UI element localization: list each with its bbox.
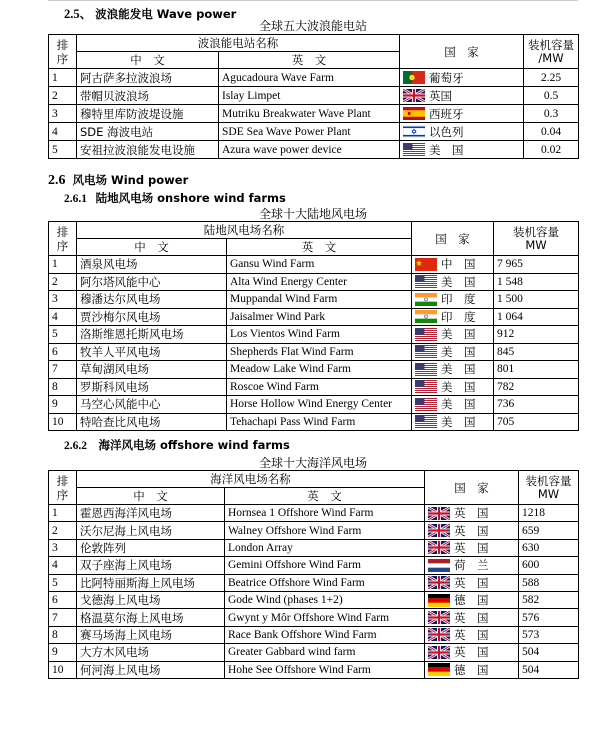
country-name: 德 国	[454, 593, 489, 608]
section-number: 2.5、	[64, 7, 93, 21]
name-en-cell: Greater Gabbard wind farm	[225, 644, 425, 661]
name-zh-cell: 马空心风能中心	[77, 396, 227, 414]
name-en-cell: Azura wave power device	[219, 141, 400, 159]
capacity-cell: 0.04	[524, 123, 579, 141]
table-row	[49, 378, 579, 396]
header-en: 英 文	[225, 488, 425, 505]
capacity-unit: MW	[537, 486, 560, 501]
country-name: 英国	[429, 88, 452, 103]
usa-flag-icon	[415, 380, 437, 393]
country-cell	[412, 378, 494, 396]
country-name: 中 国	[441, 257, 476, 272]
offshore-table-caption: 全球十大海洋风电场	[258, 456, 367, 470]
rank-cell: 4	[49, 308, 77, 326]
table-row	[49, 141, 579, 159]
table-row	[49, 557, 579, 574]
table-row	[49, 609, 579, 626]
table-row	[49, 522, 579, 539]
name-zh-cell: 格温莫尔海上风电场	[77, 609, 225, 626]
header-en: 英 文	[227, 239, 412, 256]
name-zh-cell: 穆潘达尔风电场	[77, 291, 227, 309]
name-en-cell: Horse Hollow Wind Energy Center	[227, 396, 412, 414]
capacity-cell: 2.25	[524, 69, 579, 87]
rank-cell: 10	[49, 413, 77, 431]
section-number: 2.6.2	[64, 440, 87, 452]
country-cell	[425, 609, 519, 626]
capacity-cell: 573	[519, 626, 579, 643]
rank-cell: 5	[49, 326, 77, 344]
rank-cell: 10	[49, 661, 77, 678]
country-cell	[400, 105, 524, 123]
name-zh-cell: SDE 海波电站	[77, 123, 219, 141]
header-name-group: 波浪能电站名称	[77, 35, 400, 52]
country-name: 英 国	[454, 610, 489, 625]
country-name: 印 度	[441, 292, 476, 307]
header-capacity	[494, 222, 579, 256]
country-cell	[425, 539, 519, 556]
country-name: 印 度	[441, 309, 476, 324]
rank-cell: 9	[49, 396, 77, 414]
capacity-cell: 1 064	[494, 308, 579, 326]
name-en-cell: Gode Wind (phases 1+2)	[225, 591, 425, 608]
uk-flag-icon	[428, 611, 450, 624]
table-row	[49, 87, 579, 105]
header-rank: 排 序	[49, 471, 77, 505]
capacity-cell: 912	[494, 326, 579, 344]
table-row	[49, 105, 579, 123]
country-name: 美 国	[441, 414, 476, 429]
name-en-cell: Tehachapi Pass Wind Farm	[227, 413, 412, 431]
country-cell	[412, 343, 494, 361]
country-cell	[425, 626, 519, 643]
name-zh-cell: 大方木风电场	[77, 644, 225, 661]
country-cell	[425, 557, 519, 574]
header-rank: 排 序	[49, 35, 77, 69]
name-zh-cell: 牧羊人平风电场	[77, 343, 227, 361]
china-flag-icon	[415, 258, 437, 271]
table-row	[49, 291, 579, 309]
country-cell	[425, 661, 519, 678]
india-flag-icon	[415, 310, 437, 323]
rank-cell: 3	[49, 539, 77, 556]
onshore-table-caption: 全球十大陆地风电场	[258, 207, 367, 221]
table-row	[49, 343, 579, 361]
capacity-cell: 504	[519, 661, 579, 678]
wave-table	[48, 34, 579, 159]
header-zh: 中 文	[77, 239, 227, 256]
wave-table-caption: 全球五大波浪能电站	[258, 19, 367, 33]
uk-flag-icon	[428, 628, 450, 641]
germany-flag-icon	[428, 594, 450, 607]
section-title: 海洋风电场 offshore wind farms	[98, 438, 290, 452]
country-name: 西班牙	[429, 106, 464, 121]
capacity-cell: 801	[494, 361, 579, 379]
name-en-cell: Islay Limpet	[219, 87, 400, 105]
rank-cell: 2	[49, 87, 77, 105]
capacity-cell: 736	[494, 396, 579, 414]
name-zh-cell: 比阿特丽斯海上风电场	[77, 574, 225, 591]
capacity-cell: 1 548	[494, 273, 579, 291]
country-cell	[412, 413, 494, 431]
country-cell	[412, 308, 494, 326]
name-en-cell: Mutriku Breakwater Wave Plant	[219, 105, 400, 123]
name-zh-cell: 安祖拉波浪能发电设施	[77, 141, 219, 159]
country-cell	[412, 256, 494, 274]
name-en-cell: Beatrice Offshore Wind Farm	[225, 574, 425, 591]
name-en-cell: Shepherds Flat Wind Farm	[227, 343, 412, 361]
table-row	[49, 661, 579, 678]
country-name: 以色列	[429, 124, 464, 139]
table-row	[49, 413, 579, 431]
name-zh-cell: 酒泉风电场	[77, 256, 227, 274]
table-row	[49, 308, 579, 326]
capacity-label: 装机容量	[525, 473, 572, 488]
header-name-group: 海洋风电场名称	[77, 471, 425, 488]
country-name: 葡萄牙	[429, 70, 464, 85]
country-name: 美 国	[441, 327, 476, 342]
header-zh: 中 文	[77, 488, 225, 505]
country-cell	[425, 505, 519, 522]
capacity-unit: MW	[525, 237, 547, 252]
country-cell	[400, 69, 524, 87]
country-name: 美 国	[441, 362, 476, 377]
usa-flag-icon	[415, 398, 437, 411]
rank-cell: 3	[49, 105, 77, 123]
rank-cell: 1	[49, 69, 77, 87]
capacity-cell: 630	[519, 539, 579, 556]
country-name: 英 国	[454, 575, 489, 590]
usa-flag-icon	[415, 275, 437, 288]
portugal-flag-icon	[403, 71, 425, 84]
name-en-cell: Los Vientos Wind Farm	[227, 326, 412, 344]
header-country: 国 家	[412, 222, 494, 256]
capacity-unit: /MW	[538, 50, 564, 65]
country-name: 英 国	[454, 506, 489, 521]
country-cell	[425, 644, 519, 661]
table-row	[49, 591, 579, 608]
capacity-label: 装机容量	[528, 37, 574, 52]
table-row	[49, 361, 579, 379]
header-capacity	[519, 471, 579, 505]
rank-cell: 8	[49, 378, 77, 396]
country-name: 英 国	[454, 627, 489, 642]
country-name: 美 国	[441, 344, 476, 359]
table-row	[49, 123, 579, 141]
section-title: 风电场 Wind power	[72, 173, 189, 187]
capacity-cell: 1218	[519, 505, 579, 522]
israel-flag-icon	[403, 125, 425, 138]
capacity-cell: 576	[519, 609, 579, 626]
capacity-cell: 659	[519, 522, 579, 539]
capacity-cell: 0.02	[524, 141, 579, 159]
table-row	[49, 626, 579, 643]
section-number: 2.6.1	[64, 193, 87, 205]
rank-cell: 8	[49, 626, 77, 643]
country-cell	[425, 522, 519, 539]
capacity-cell: 782	[494, 378, 579, 396]
rank-cell: 2	[49, 522, 77, 539]
name-en-cell: Walney Offshore Wind Farm	[225, 522, 425, 539]
rank-cell: 6	[49, 343, 77, 361]
spain-flag-icon	[403, 107, 425, 120]
country-cell	[412, 396, 494, 414]
name-zh-cell: 伦敦阵列	[77, 539, 225, 556]
capacity-cell: 845	[494, 343, 579, 361]
name-en-cell: Hohe See Offshore Wind Farm	[225, 661, 425, 678]
table-row	[49, 539, 579, 556]
name-en-cell: Hornsea 1 Offshore Wind Farm	[225, 505, 425, 522]
usa-flag-icon	[415, 415, 437, 428]
name-zh-cell: 何河海上风电场	[77, 661, 225, 678]
rank-cell: 4	[49, 123, 77, 141]
name-zh-cell: 带帽贝波浪场	[77, 87, 219, 105]
name-zh-cell: 草甸湖风电场	[77, 361, 227, 379]
section-title: 陆地风电场 onshore wind farms	[95, 191, 286, 205]
section-heading-onshore	[64, 190, 286, 206]
country-name: 美 国	[441, 379, 476, 394]
name-zh-cell: 洛斯维恩托斯风电场	[77, 326, 227, 344]
offshore-table	[48, 470, 579, 679]
country-cell	[400, 123, 524, 141]
name-zh-cell: 贾沙梅尔风电场	[77, 308, 227, 326]
germany-flag-icon	[428, 663, 450, 676]
country-name: 英 国	[454, 540, 489, 555]
uk-flag-icon	[428, 541, 450, 554]
header-country: 国 家	[400, 35, 524, 69]
header-zh: 中 文	[77, 52, 219, 69]
name-en-cell: Meadow Lake Wind Farm	[227, 361, 412, 379]
country-name: 德 国	[454, 662, 489, 677]
name-zh-cell: 罗斯科风电场	[77, 378, 227, 396]
netherlands-flag-icon	[428, 559, 450, 572]
name-en-cell: Jaisalmer Wind Park	[227, 308, 412, 326]
country-name: 英 国	[454, 523, 489, 538]
rank-cell: 7	[49, 609, 77, 626]
usa-flag-icon	[415, 363, 437, 376]
rank-cell: 9	[49, 644, 77, 661]
rank-cell: 2	[49, 273, 77, 291]
section-title: 波浪能发电 Wave power	[95, 7, 237, 21]
rank-cell: 1	[49, 505, 77, 522]
country-cell	[412, 361, 494, 379]
country-cell	[412, 291, 494, 309]
header-rank: 排 序	[49, 222, 77, 256]
table-row	[49, 273, 579, 291]
name-en-cell: Gwynt y Môr Offshore Wind Farm	[225, 609, 425, 626]
capacity-cell: 705	[494, 413, 579, 431]
name-en-cell: Gansu Wind Farm	[227, 256, 412, 274]
name-en-cell: Alta Wind Energy Center	[227, 273, 412, 291]
country-name: 荷 兰	[454, 558, 489, 573]
uk-flag-icon	[428, 524, 450, 537]
section-number: 2.6	[48, 173, 66, 188]
capacity-label: 装机容量	[513, 224, 559, 239]
country-name: 美 国	[441, 274, 476, 289]
country-name: 英 国	[454, 645, 489, 660]
capacity-cell: 600	[519, 557, 579, 574]
header-country: 国 家	[425, 471, 519, 505]
header-capacity	[524, 35, 579, 69]
country-name: 美 国	[429, 142, 464, 157]
name-zh-cell: 双子座海上风电场	[77, 557, 225, 574]
name-en-cell: Race Bank Offshore Wind Farm	[225, 626, 425, 643]
table-row	[49, 644, 579, 661]
rank-cell: 3	[49, 291, 77, 309]
rank-cell: 5	[49, 141, 77, 159]
uk-flag-icon	[403, 89, 425, 102]
name-zh-cell: 戈德海上风电场	[77, 591, 225, 608]
onshore-table	[48, 221, 579, 431]
table-row	[49, 69, 579, 87]
table-row	[49, 396, 579, 414]
rank-cell: 4	[49, 557, 77, 574]
uk-flag-icon	[428, 507, 450, 520]
header-en: 英 文	[219, 52, 400, 69]
name-zh-cell: 阿尔塔风能中心	[77, 273, 227, 291]
top-page-line	[48, 0, 578, 1]
name-en-cell: Gemini Offshore Wind Farm	[225, 557, 425, 574]
capacity-cell: 0.3	[524, 105, 579, 123]
header-name-group: 陆地风电场名称	[77, 222, 412, 239]
capacity-cell: 7 965	[494, 256, 579, 274]
name-zh-cell: 穆特里库防波堤设施	[77, 105, 219, 123]
capacity-cell: 1 500	[494, 291, 579, 309]
rank-cell: 6	[49, 591, 77, 608]
capacity-cell: 504	[519, 644, 579, 661]
capacity-cell: 588	[519, 574, 579, 591]
capacity-cell: 582	[519, 591, 579, 608]
country-cell	[425, 574, 519, 591]
name-en-cell: Roscoe Wind Farm	[227, 378, 412, 396]
rank-cell: 1	[49, 256, 77, 274]
name-zh-cell: 特哈查比风电场	[77, 413, 227, 431]
name-en-cell: London Array	[225, 539, 425, 556]
country-cell	[400, 141, 524, 159]
name-zh-cell: 阿古萨多拉波浪场	[77, 69, 219, 87]
name-en-cell: SDE Sea Wave Power Plant	[219, 123, 400, 141]
country-cell	[412, 273, 494, 291]
name-zh-cell: 霍恩西海洋风电场	[77, 505, 225, 522]
section-heading-wind	[48, 172, 188, 189]
rank-cell: 5	[49, 574, 77, 591]
table-row	[49, 574, 579, 591]
name-zh-cell: 沃尔尼海上风电场	[77, 522, 225, 539]
country-cell	[425, 591, 519, 608]
name-en-cell: Muppandal Wind Farm	[227, 291, 412, 309]
country-cell	[412, 326, 494, 344]
table-row	[49, 256, 579, 274]
india-flag-icon	[415, 293, 437, 306]
country-cell	[400, 87, 524, 105]
table-row	[49, 505, 579, 522]
name-en-cell: Agucadoura Wave Farm	[219, 69, 400, 87]
capacity-cell: 0.5	[524, 87, 579, 105]
usa-flag-icon	[415, 345, 437, 358]
uk-flag-icon	[428, 576, 450, 589]
uk-flag-icon	[428, 646, 450, 659]
table-row	[49, 326, 579, 344]
usa-flag-icon	[403, 143, 425, 156]
section-heading-offshore	[64, 437, 290, 453]
rank-cell: 7	[49, 361, 77, 379]
country-name: 美 国	[441, 397, 476, 412]
usa-flag-icon	[415, 328, 437, 341]
name-zh-cell: 赛马场海上风电场	[77, 626, 225, 643]
